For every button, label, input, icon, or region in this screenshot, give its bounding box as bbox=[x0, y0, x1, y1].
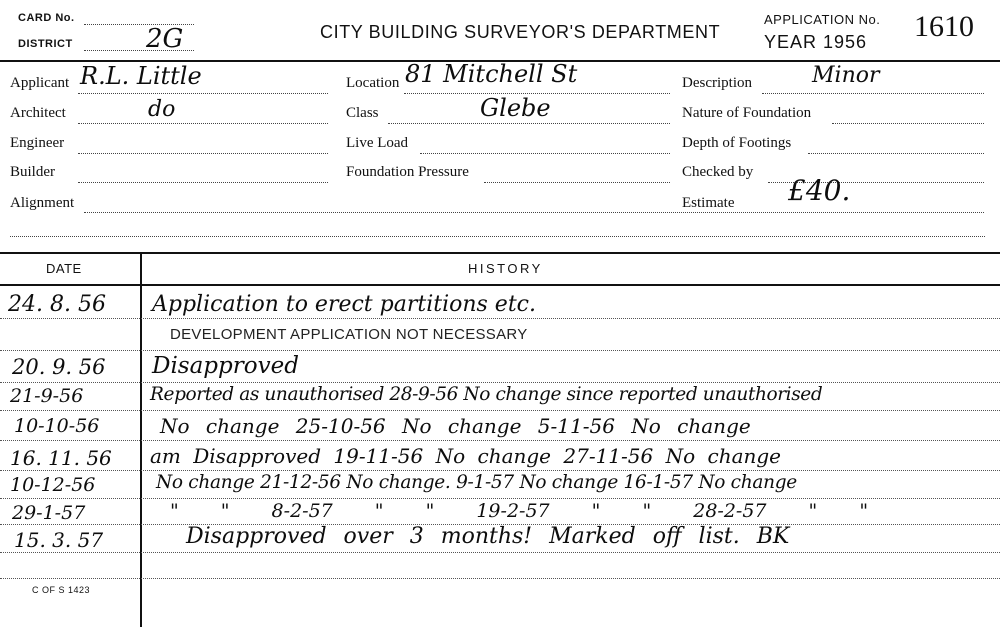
history-date: 29-1-57 bbox=[12, 502, 86, 524]
history-entry: No change 25-10-56 No change 5-11-56 No change bbox=[160, 414, 751, 438]
applicant-value: R.L. Little bbox=[80, 62, 202, 90]
department-title: CITY BUILDING SURVEYOR'S DEPARTMENT bbox=[320, 22, 721, 42]
applicant-label: Applicant bbox=[10, 75, 70, 91]
date-column-header: DATE bbox=[46, 261, 82, 276]
applicant-line bbox=[78, 93, 328, 94]
alignment-line bbox=[84, 212, 984, 213]
history-entry: am Disapproved 19-11-56 No change 27-11-56 No change bbox=[150, 444, 782, 468]
history-rule bbox=[0, 318, 1000, 319]
live-load-label: Live Load bbox=[346, 135, 409, 151]
engineer-label: Engineer bbox=[10, 135, 65, 151]
form-code: C OF S 1423 bbox=[32, 585, 91, 595]
history-rule bbox=[0, 470, 1000, 471]
history-date: 21-9-56 bbox=[10, 385, 84, 407]
history-date: 24. 8. 56 bbox=[8, 292, 106, 317]
history-entry: Application to erect partitions etc. bbox=[152, 292, 536, 317]
history-date: 10-10-56 bbox=[14, 415, 100, 437]
description-line bbox=[762, 93, 984, 94]
district-value: 2G bbox=[146, 24, 184, 54]
district-label: DISTRICT bbox=[18, 38, 73, 50]
history-entry: " " 8-2-57 " " 19-2-57 " " 28-2-57 " " bbox=[170, 500, 869, 522]
card-no-label: CARD No. bbox=[18, 12, 75, 24]
class-line bbox=[388, 123, 670, 124]
history-rule bbox=[0, 578, 1000, 579]
history-entry: Reported as unauthorised 28-9-56 No change since reported unauthorised bbox=[150, 384, 823, 405]
live-load-line bbox=[420, 153, 670, 154]
history-date: 10-12-56 bbox=[10, 474, 96, 496]
development-stamp: DEVELOPMENT APPLICATION NOT NECESSARY bbox=[170, 326, 528, 343]
history-rule bbox=[0, 498, 1000, 499]
builder-label: Builder bbox=[10, 164, 55, 180]
history-top-border bbox=[0, 252, 1000, 254]
architect-line bbox=[78, 123, 328, 124]
year-label: YEAR 1956 bbox=[764, 32, 868, 52]
history-header-border bbox=[0, 284, 1000, 286]
history-rule bbox=[0, 440, 1000, 441]
depth-of-footings-line bbox=[808, 153, 984, 154]
builder-line bbox=[78, 182, 328, 183]
architect-value: do bbox=[148, 97, 176, 122]
architect-label: Architect bbox=[10, 105, 66, 121]
history-column-header: HISTORY bbox=[468, 261, 543, 276]
foundation-pressure-label: Foundation Pressure bbox=[346, 164, 469, 180]
class-value: Glebe bbox=[480, 94, 551, 122]
history-rule bbox=[0, 350, 1000, 351]
history-entry: Disapproved bbox=[152, 353, 299, 379]
application-no-label: APPLICATION No. bbox=[764, 12, 881, 27]
application-no-value: 1610 bbox=[914, 10, 974, 43]
nature-of-foundation-label: Nature of Foundation bbox=[682, 105, 812, 121]
history-rule bbox=[0, 382, 1000, 383]
description-value: Minor bbox=[812, 63, 880, 88]
history-date: 16. 11. 56 bbox=[10, 446, 112, 470]
history-rule bbox=[0, 552, 1000, 553]
history-rule bbox=[0, 410, 1000, 411]
foundation-pressure-line bbox=[484, 182, 670, 183]
location-label: Location bbox=[346, 75, 400, 91]
estimate-value: £40. bbox=[788, 174, 851, 207]
engineer-line bbox=[78, 153, 328, 154]
description-label: Description bbox=[682, 75, 752, 91]
history-entry: Disapproved over 3 months! Marked off list. BK bbox=[186, 524, 790, 549]
history-entry: No change 21-12-56 No change. 9-1-57 No change 16-1-57 No change bbox=[156, 472, 797, 493]
blank-line bbox=[10, 236, 985, 237]
nature-of-foundation-line bbox=[832, 123, 984, 124]
estimate-label: Estimate bbox=[682, 195, 735, 211]
depth-of-footings-label: Depth of Footings bbox=[682, 135, 792, 151]
location-value: 81 Mitchell St bbox=[405, 60, 578, 88]
alignment-label: Alignment bbox=[10, 195, 75, 211]
history-date: 15. 3. 57 bbox=[14, 528, 104, 552]
checked-by-label: Checked by bbox=[682, 164, 754, 180]
class-label: Class bbox=[346, 105, 379, 121]
history-date: 20. 9. 56 bbox=[12, 355, 106, 379]
